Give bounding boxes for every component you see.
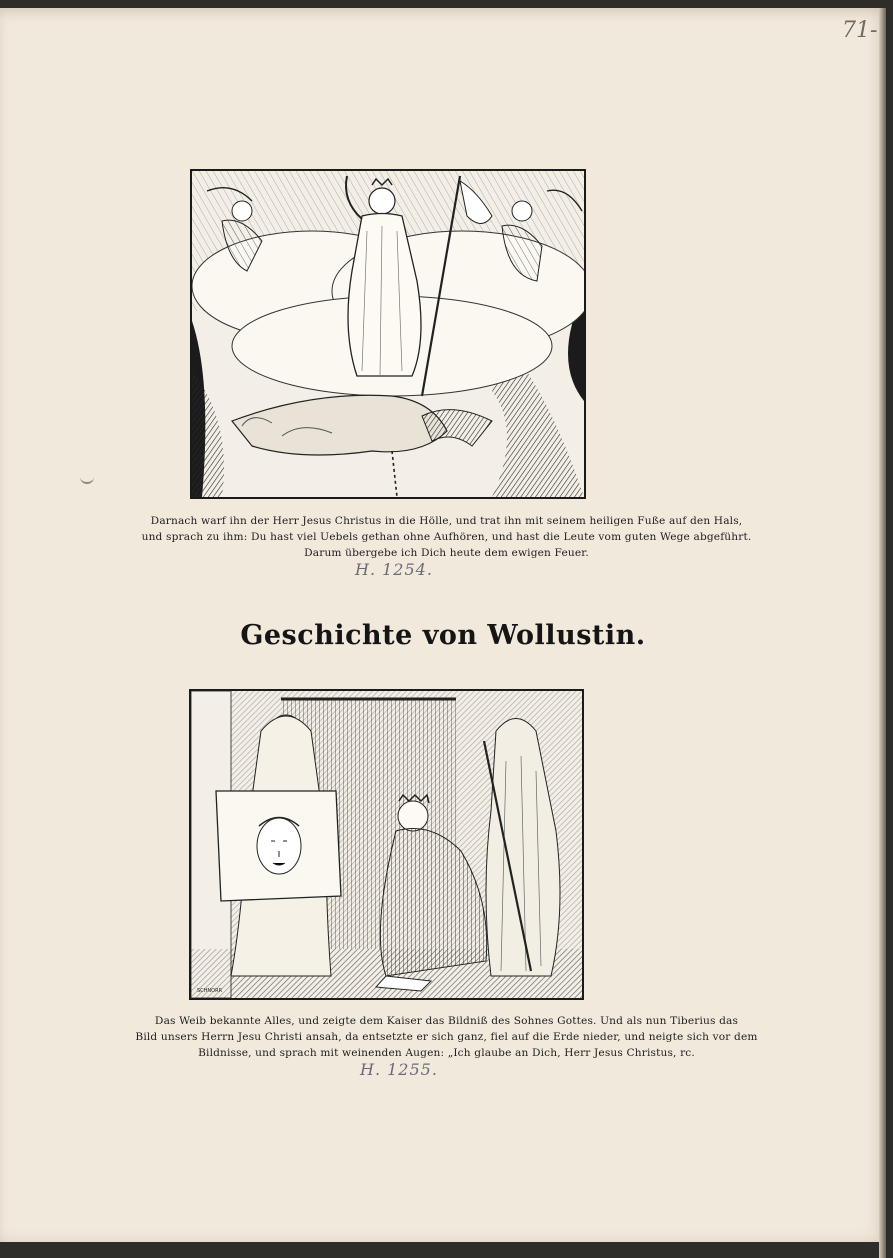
artist-signature: SCHNORR — [197, 988, 223, 994]
caption-line: Darnach warf ihn der Herr Jesus Christus in die Hölle, und trat ihn mit seinem heiligen Fuße auf den Hals, — [150, 515, 743, 527]
book-page — [0, 8, 886, 1242]
caption-line: Das Weib bekannte Alles, und zeigte dem Kaiser das Bildniß des Sohnes Gottes. Und als nun Tiberius das — [154, 1015, 739, 1027]
top-caption — [60, 513, 833, 561]
caption-line: Bildnisse, und sprach mit weinenden Augen: „Ich glaube an Dich, Herr Jesus Christus, rc. — [198, 1047, 695, 1059]
bottom-caption — [60, 1013, 833, 1061]
handwritten-reference: H. 1255. — [360, 1060, 438, 1079]
section-heading: Geschichte von Wollustin. — [240, 620, 646, 651]
engraving-christ-descent — [190, 169, 586, 499]
caption-line: Bild unsers Herrn Jesu Christi ansah, da entsetzte er sich ganz, fiel auf die Erde nieder, und neigte sich vor dem — [135, 1031, 758, 1043]
engraving-veil-and-emperor-drawing — [191, 691, 582, 998]
caption-line: Darum übergebe ich Dich heute dem ewigen Feuer. — [304, 547, 589, 559]
engraving-christ-descent-drawing — [192, 171, 584, 497]
pencil-mark — [80, 476, 94, 484]
engraving-veil-and-emperor — [189, 689, 584, 1000]
handwritten-reference: H. 1254. — [355, 560, 433, 579]
caption-line: und sprach zu ihm: Du hast viel Uebels gethan ohne Aufhören, und hast die Leute vom guten Wege abgeführt. — [141, 531, 752, 543]
page-number: 71- — [842, 18, 878, 43]
